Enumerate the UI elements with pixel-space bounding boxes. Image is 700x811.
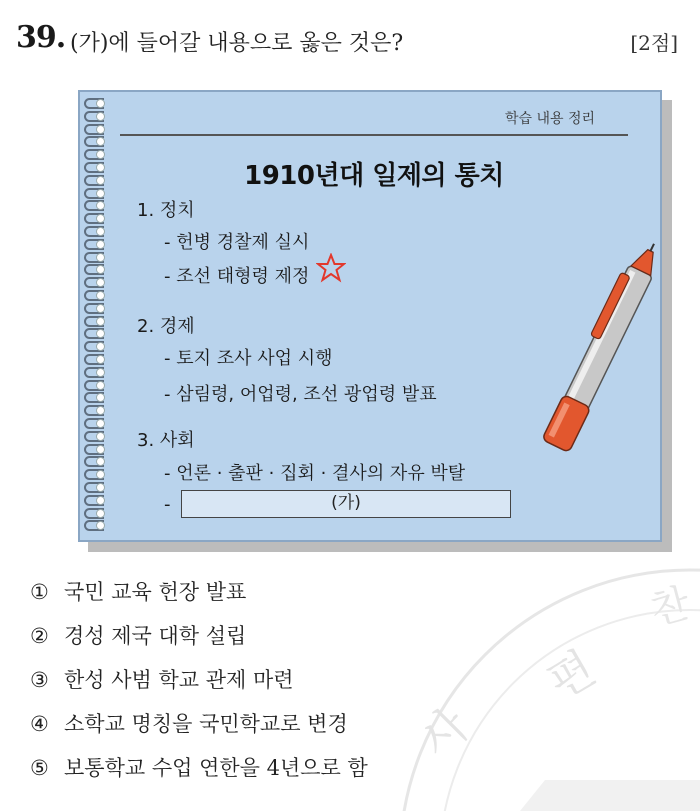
spiral-binding xyxy=(82,96,112,536)
question-score: [2점] xyxy=(630,31,678,55)
spiral-ring-icon xyxy=(82,237,108,250)
section-society-item-1: - 언론 · 출판 · 집회 · 결사의 자유 박탈 xyxy=(164,463,466,484)
spiral-ring-icon xyxy=(82,352,108,365)
choice-1[interactable] xyxy=(30,576,246,606)
question-text: (가)에 들어갈 내용으로 옳은 것은? xyxy=(70,31,404,56)
choice-2-number: ② xyxy=(30,624,49,648)
spiral-ring-icon xyxy=(82,467,108,480)
choice-3-number: ③ xyxy=(30,668,49,692)
section-politics-item-2: - 조선 태형령 제정 xyxy=(164,266,310,287)
notebook-rule xyxy=(120,134,628,136)
spiral-ring-icon xyxy=(82,122,108,135)
spiral-ring-icon xyxy=(82,173,108,186)
spiral-ring-icon xyxy=(82,403,108,416)
spiral-ring-icon xyxy=(82,186,108,199)
choice-1-number: ① xyxy=(30,580,49,604)
section-economy-item-2: - 삼림령, 어업령, 조선 광업령 발표 xyxy=(164,384,437,405)
choice-4-text: 소학교 명칭을 국민학교로 변경 xyxy=(64,712,348,736)
spiral-ring-icon xyxy=(82,442,108,455)
pen-icon xyxy=(536,232,666,482)
section-economy-heading: 2. 경제 xyxy=(137,316,195,337)
section-economy-item-1: - 토지 조사 사업 시행 xyxy=(164,348,333,369)
choice-5-number: ⑤ xyxy=(30,756,49,780)
spiral-ring-icon xyxy=(82,518,108,531)
choice-2-text: 경성 제국 대학 설립 xyxy=(64,624,247,648)
spiral-ring-icon xyxy=(82,480,108,493)
svg-text:찬: 찬 xyxy=(645,580,695,635)
choice-2[interactable] xyxy=(30,620,246,650)
spiral-ring-icon xyxy=(82,262,108,275)
section-politics-heading: 1. 정치 xyxy=(137,200,195,221)
choice-3[interactable] xyxy=(30,664,294,694)
question-header xyxy=(16,18,684,58)
spiral-ring-icon xyxy=(82,314,108,327)
choice-3-text: 한성 사범 학교 관제 마련 xyxy=(64,668,294,692)
spiral-ring-icon xyxy=(82,134,108,147)
notebook-title: 1910년대 일제의 통치 xyxy=(244,161,504,191)
question-number: 39. xyxy=(16,20,66,55)
choice-4-number: ④ xyxy=(30,712,49,736)
spiral-ring-icon xyxy=(82,454,108,467)
spiral-ring-icon xyxy=(82,147,108,160)
spiral-ring-icon xyxy=(82,275,108,288)
section-society-heading: 3. 사회 xyxy=(137,430,195,451)
spiral-ring-icon xyxy=(82,301,108,314)
svg-text:사: 사 xyxy=(409,698,480,768)
spiral-ring-icon xyxy=(82,224,108,237)
spiral-ring-icon xyxy=(82,506,108,519)
section-politics-item-1: - 헌병 경찰제 실시 xyxy=(164,232,310,253)
blank-box-ga: (가) xyxy=(181,490,511,518)
spiral-ring-icon xyxy=(82,390,108,403)
spiral-ring-icon xyxy=(82,109,108,122)
spiral-ring-icon xyxy=(82,429,108,442)
spiral-ring-icon xyxy=(82,211,108,224)
spiral-ring-icon xyxy=(82,198,108,211)
star-mark-icon xyxy=(316,253,346,283)
spiral-ring-icon xyxy=(82,326,108,339)
spiral-ring-icon xyxy=(82,96,108,109)
choice-4[interactable] xyxy=(30,708,348,738)
spiral-ring-icon xyxy=(82,378,108,391)
choice-5[interactable] xyxy=(30,752,368,782)
svg-text:편: 편 xyxy=(538,640,604,710)
spiral-ring-icon xyxy=(82,339,108,352)
choice-1-text: 국민 교육 헌장 발표 xyxy=(64,580,247,604)
blank-dash: - xyxy=(164,494,171,515)
spiral-ring-icon xyxy=(82,493,108,506)
spiral-ring-icon xyxy=(82,288,108,301)
notebook-tag: 학습 내용 정리 xyxy=(505,111,596,127)
spiral-ring-icon xyxy=(82,250,108,263)
spiral-ring-icon xyxy=(82,160,108,173)
spiral-ring-icon xyxy=(82,416,108,429)
choice-5-text: 보통학교 수업 연한을 4년으로 함 xyxy=(64,756,368,780)
spiral-ring-icon xyxy=(82,365,108,378)
